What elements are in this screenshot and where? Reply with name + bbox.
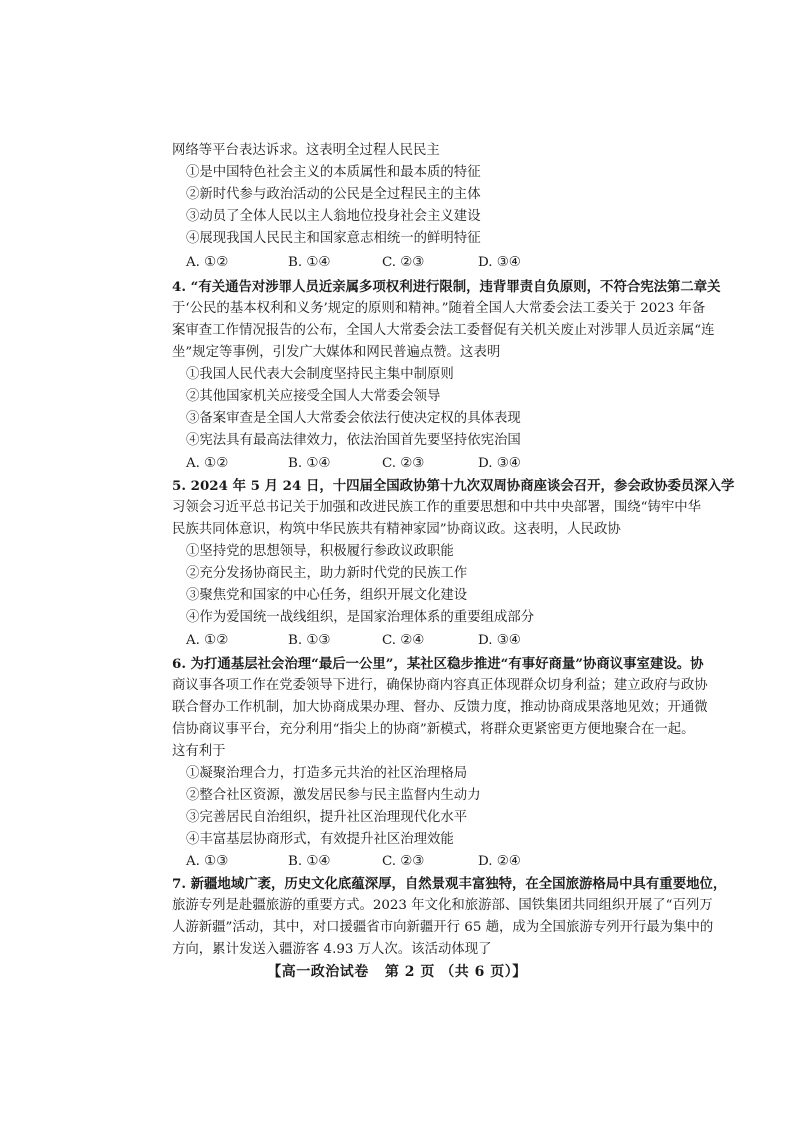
page-footer	[0, 961, 794, 981]
q5-stem-line-3: 民族共同体意识，构筑中华民族共有精神家园”协商议政。这表明，人民政协	[172, 522, 621, 537]
footer-left-bracket: 【	[267, 964, 282, 980]
q6-stem-line-2: 商议事各项工作在党委领导下进行，确保协商内容真正体现群众切身利益；建立政府与政协	[172, 678, 708, 693]
q4-choice-a[interactable]: A. ①②	[186, 456, 229, 471]
q5-choice-a[interactable]: A. ①②	[186, 633, 229, 648]
q5-option-3: ③聚焦党和国家的中心任务，组织开展文化建设	[186, 588, 468, 603]
q3-stem-tail: 网络等平台表达诉求。这表明全过程人民民主	[172, 143, 440, 158]
q6-choice-b[interactable]: B. ①④	[288, 854, 331, 869]
q3-option-3: ③动员了全体人民以主人翁地位投身社会主义建设	[186, 209, 481, 224]
q7-stem-line-3: 人游新疆”活动，其中，对口援疆省市向新疆开行 65 趟，成为全国旅游专列开行最为集中的	[172, 920, 714, 935]
q3-choice-c[interactable]: C. ②③	[382, 255, 425, 270]
q7-stem-line-2: 旅游专列是赴疆旅游的重要方式。2023 年文化和旅游部、国铁集团共同组织开展了“百列万	[172, 898, 713, 913]
q6-option-4: ④丰富基层协商形式，有效提升社区治理效能	[186, 832, 454, 847]
footer-page-info: 第 2 页 （共 6 页）	[384, 964, 513, 980]
q5-choice-c[interactable]: C. ②④	[382, 633, 425, 648]
q6-choice-a[interactable]: A. ①③	[186, 854, 229, 869]
q6-option-2: ②整合社区资源，激发居民参与民主监督内生动力	[186, 788, 481, 803]
q3-option-2: ②新时代参与政治活动的公民是全过程民主的主体	[186, 187, 481, 202]
q5-choice-b[interactable]: B. ①③	[288, 633, 331, 648]
q5-option-1: ①坚持党的思想领导，积极履行参政议政职能	[186, 544, 454, 559]
q4-option-3: ③备案审查是全国人大常委会依法行使决定权的具体表现	[186, 411, 521, 426]
q4-option-2: ②其他国家机关应接受全国人大常委会领导	[186, 389, 441, 404]
q5-stem-line-2: 习领会习近平总书记关于加强和改进民族工作的重要思想和中共中央部署，围绕“铸牢中华	[172, 500, 702, 515]
q4-stem-line-3: 案审查工作情况报告的公布，全国人大常委会法工委督促有关机关废止对涉罪人员近亲属“连	[172, 323, 715, 338]
q6-stem-line-1: 6. 为打通基层社会治理“最后一公里”，某社区稳步推进“有事好商量”协商议事室建设。协	[172, 656, 704, 672]
q5-option-2: ②充分发扬协商民主，助力新时代党的民族工作	[186, 566, 468, 581]
q4-choice-d[interactable]: D. ③④	[478, 456, 521, 471]
q5-choices	[186, 632, 606, 650]
q6-option-1: ①凝聚治理合力，打造多元共治的社区治理格局	[186, 766, 468, 781]
q6-choices	[186, 853, 606, 871]
q6-stem-line-4: 信协商议事平台，充分利用“指尖上的协商”新模式，将群众更紧密更方便地聚合在一起。	[172, 722, 695, 737]
q5-option-4: ④作为爱国统一战线组织，是国家治理体系的重要组成部分	[186, 610, 535, 625]
q3-option-1: ①是中国特色社会主义的本质属性和最本质的特征	[186, 165, 481, 180]
q6-stem-line-5: 这有利于	[172, 744, 226, 759]
q3-option-4: ④展现我国人民民主和国家意志相统一的鲜明特征	[186, 231, 481, 246]
q6-choice-d[interactable]: D. ②④	[478, 854, 521, 869]
q3-choice-a[interactable]: A. ①②	[186, 255, 229, 270]
q4-stem-line-2: 于‘公民的基本权利和义务’规定的原则和精神。”随着全国人大常委会法工委关于 2023 年备	[172, 301, 706, 316]
q4-choice-c[interactable]: C. ②③	[382, 456, 425, 471]
q4-option-4: ④宪法具有最高法律效力，依法治国首先要坚持依宪治国	[186, 433, 521, 448]
footer-title: 高一政治试卷	[281, 964, 369, 980]
q7-stem-line-4: 方向，累计发送入疆游客 4.93 万人次。该活动体现了	[172, 942, 492, 957]
q4-stem-line-4: 坐”规定等事例，引发广大媒体和网民普遍点赞。这表明	[172, 345, 501, 360]
q6-option-3: ③完善居民自治组织，提升社区治理现代化水平	[186, 810, 468, 825]
footer-right-bracket: 】	[512, 964, 527, 980]
q7-stem-line-1: 7. 新疆地域广袤，历史文化底蕴深厚，自然景观丰富独特，在全国旅游格局中具有重要地位，	[172, 876, 727, 892]
q4-choices	[186, 455, 606, 473]
q3-choices	[186, 254, 606, 272]
q3-choice-d[interactable]: D. ③④	[478, 255, 521, 270]
q4-choice-b[interactable]: B. ①④	[288, 456, 331, 471]
q3-choice-b[interactable]: B. ①④	[288, 255, 331, 270]
q5-choice-d[interactable]: D. ③④	[478, 633, 521, 648]
q6-choice-c[interactable]: C. ②③	[382, 854, 425, 869]
q4-option-1: ①我国人民代表大会制度坚持民主集中制原则	[186, 367, 454, 382]
q6-stem-line-3: 联合督办工作机制，加大协商成果办理、督办、反馈力度，推动协商成果落地见效；开通微	[172, 700, 708, 715]
q4-stem-line-1: 4. “有关通告对涉罪人员近亲属多项权利进行限制，违背罪责自负原则，不符合宪法第二章关	[172, 279, 721, 295]
q5-stem-line-1: 5. 2024 年 5 月 24 日，十四届全国政协第十九次双周协商座谈会召开，参会政协委员深入学	[172, 478, 735, 494]
